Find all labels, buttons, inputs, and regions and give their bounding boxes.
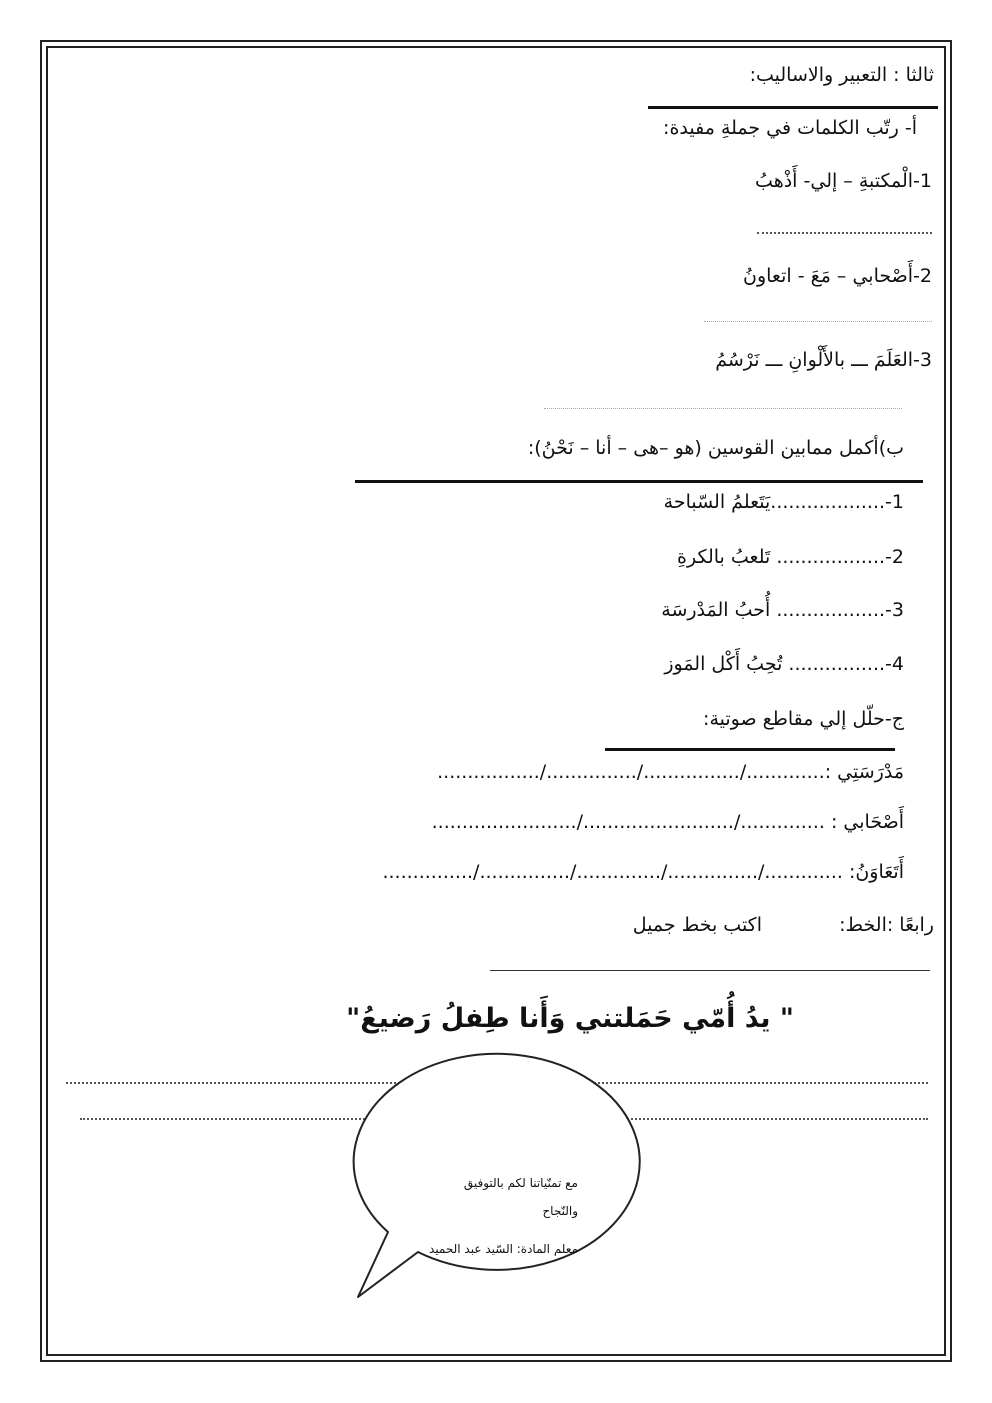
part-a-heading: أ- رتّب الكلمات في جملةِ مفيدة: bbox=[663, 117, 917, 139]
handwriting-instruction: اكتب بخط جميل bbox=[632, 914, 762, 936]
part-c-item-2: أَصْحَابي : ............../........................./........................ bbox=[431, 811, 904, 833]
part-b-item-1: 1-...................يَتَعلمُ السّباحة bbox=[663, 491, 904, 513]
part-c-item-1: مَدْرَسَتِي :............./................/.............../................. bbox=[437, 761, 904, 783]
part-a-item-3: 3-العَلَمَ ـــ بالأَلْوانِ ـــ نَرْسُمُ bbox=[715, 349, 932, 371]
section-3-title: ثالثا : التعبير والاساليب: bbox=[749, 64, 934, 86]
part-b-item-3: 3-.................. أُحبُ المَدْرسَة bbox=[661, 599, 904, 621]
section-4-title: رابعًا :الخط: bbox=[839, 914, 934, 936]
bubble-wish-line-1: مع تمنّياتنا لكم بالتوفيق bbox=[463, 1176, 578, 1190]
part-c-heading: ج-حلّل إلي مقاطع صوتية: bbox=[703, 708, 904, 730]
part-b-item-2: 2-.................. تَلعبُ بالكرةِ bbox=[677, 546, 904, 568]
part-b-heading: ب)أكمل ممابين القوسين (هو –هى – أنا – نَحْنُ): bbox=[527, 437, 904, 459]
model-sentence: " يدُ أُمّي حَمَلتني وَأَنا طِفلُ رَضيعُ" bbox=[346, 1003, 794, 1034]
bubble-teacher: معلم المادة: السّيد عبد الحميد bbox=[429, 1242, 578, 1256]
part-c-item-3: أَتَعَاوَنُ: ............./.............../............../.............../............... bbox=[382, 861, 904, 883]
part-a-item-2: 2-أَصْحابي – مَعَ - اتعاونُ bbox=[743, 265, 932, 287]
part-a-item-1: 1-الْمكتبةِ – إلي- أَذْهبُ bbox=[755, 170, 932, 192]
part-b-item-4: 4-................ تُحِبُ أَكْل المَوز bbox=[664, 653, 904, 675]
bubble-wish-line-2: والنّجاح bbox=[542, 1204, 578, 1218]
